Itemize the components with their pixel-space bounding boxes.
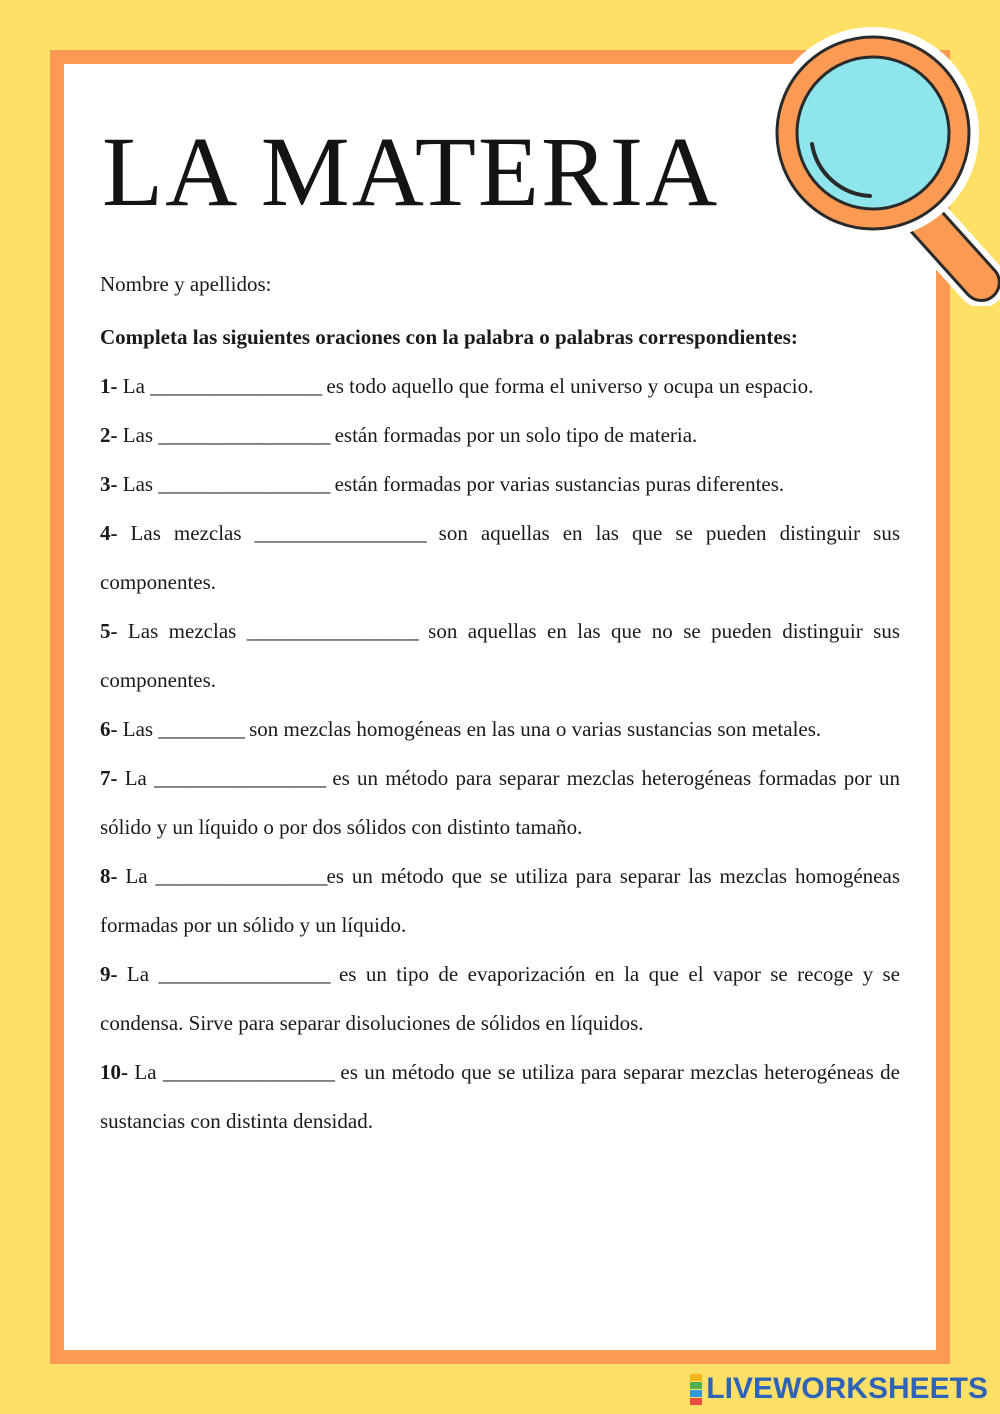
question-number: 1- bbox=[100, 374, 118, 398]
question-text-after: es un método que se utiliza para separar las mezclas homogéneas formadas por un sólido y un líquido. bbox=[100, 864, 900, 937]
question-text-before: Las bbox=[117, 472, 159, 496]
answer-blank[interactable]: __________________ bbox=[246, 619, 418, 643]
question-item bbox=[100, 950, 900, 1048]
answer-blank[interactable]: __________________ bbox=[154, 766, 326, 790]
question-text-after: son aquellas en las que no se pueden distinguir sus componentes. bbox=[100, 619, 900, 692]
question-item bbox=[100, 754, 900, 852]
question-text-before: La bbox=[117, 374, 151, 398]
answer-blank[interactable]: __________________ bbox=[254, 521, 426, 545]
answer-blank[interactable]: __________________ bbox=[150, 374, 322, 398]
question-number: 2- bbox=[100, 423, 118, 447]
question-text-before: Las bbox=[117, 717, 159, 741]
name-label: Nombre y apellidos: bbox=[100, 272, 272, 296]
question-text-after: es todo aquello que forma el universo y ocupa un espacio. bbox=[321, 374, 814, 398]
footer-brand bbox=[690, 1372, 988, 1406]
question-item bbox=[100, 411, 900, 460]
question-number: 4- bbox=[100, 521, 118, 545]
answer-blank[interactable]: _________ bbox=[158, 717, 244, 741]
question-list bbox=[100, 362, 900, 1146]
question-text-before: La bbox=[117, 766, 155, 790]
answer-blank[interactable]: __________________ bbox=[158, 962, 330, 986]
question-text-after: están formadas por un solo tipo de materia. bbox=[329, 423, 698, 447]
instructions: Completa las siguientes oraciones con la palabra o palabras correspondientes: bbox=[100, 325, 798, 349]
page-title: LA MATERIA bbox=[102, 116, 720, 227]
question-text-after: son aquellas en las que se pueden distinguir sus componentes. bbox=[100, 521, 900, 594]
question-item bbox=[100, 1048, 900, 1146]
question-number: 9- bbox=[100, 962, 118, 986]
question-item bbox=[100, 607, 900, 705]
liveworksheets-logo-icon bbox=[690, 1374, 702, 1405]
question-text-after: es un método para separar mezclas heterogéneas formadas por un sólido y un líquido o por dos sólidos con distinto tamaño. bbox=[100, 766, 900, 839]
question-text-after: es un tipo de evaporización en la que el vapor se recoge y se condensa. Sirve para separar disoluciones de sólidos en líquidos. bbox=[100, 962, 900, 1035]
answer-blank[interactable]: __________________ bbox=[162, 1060, 334, 1084]
question-text-before: La bbox=[128, 1060, 163, 1084]
question-item bbox=[100, 362, 900, 411]
worksheet-content bbox=[100, 264, 900, 1146]
answer-blank[interactable]: __________________ bbox=[155, 864, 327, 888]
question-text-after: es un método que se utiliza para separar mezclas heterogéneas de sustancias con distinta densidad. bbox=[100, 1060, 900, 1133]
question-text-before: Las mezclas bbox=[117, 619, 247, 643]
question-number: 7- bbox=[100, 766, 118, 790]
question-item bbox=[100, 460, 900, 509]
question-number: 10- bbox=[100, 1060, 128, 1084]
question-number: 5- bbox=[100, 619, 118, 643]
magnifying-glass-icon bbox=[760, 16, 1000, 306]
question-text-after: son mezclas homogéneas en las una o varias sustancias son metales. bbox=[243, 717, 822, 741]
question-item bbox=[100, 509, 900, 607]
question-text-before: Las bbox=[117, 423, 159, 447]
answer-blank[interactable]: __________________ bbox=[158, 472, 330, 496]
answer-blank[interactable]: __________________ bbox=[158, 423, 330, 447]
question-text-before: La bbox=[117, 962, 159, 986]
brand-name: LIVEWORKSHEETS bbox=[706, 1372, 988, 1405]
question-number: 8- bbox=[100, 864, 118, 888]
question-text-before: Las mezclas bbox=[117, 521, 255, 545]
question-text-after: están formadas por varias sustancias puras diferentes. bbox=[329, 472, 785, 496]
question-item bbox=[100, 852, 900, 950]
question-number: 3- bbox=[100, 472, 118, 496]
question-text-before: La bbox=[117, 864, 156, 888]
question-number: 6- bbox=[100, 717, 118, 741]
question-item bbox=[100, 705, 900, 754]
